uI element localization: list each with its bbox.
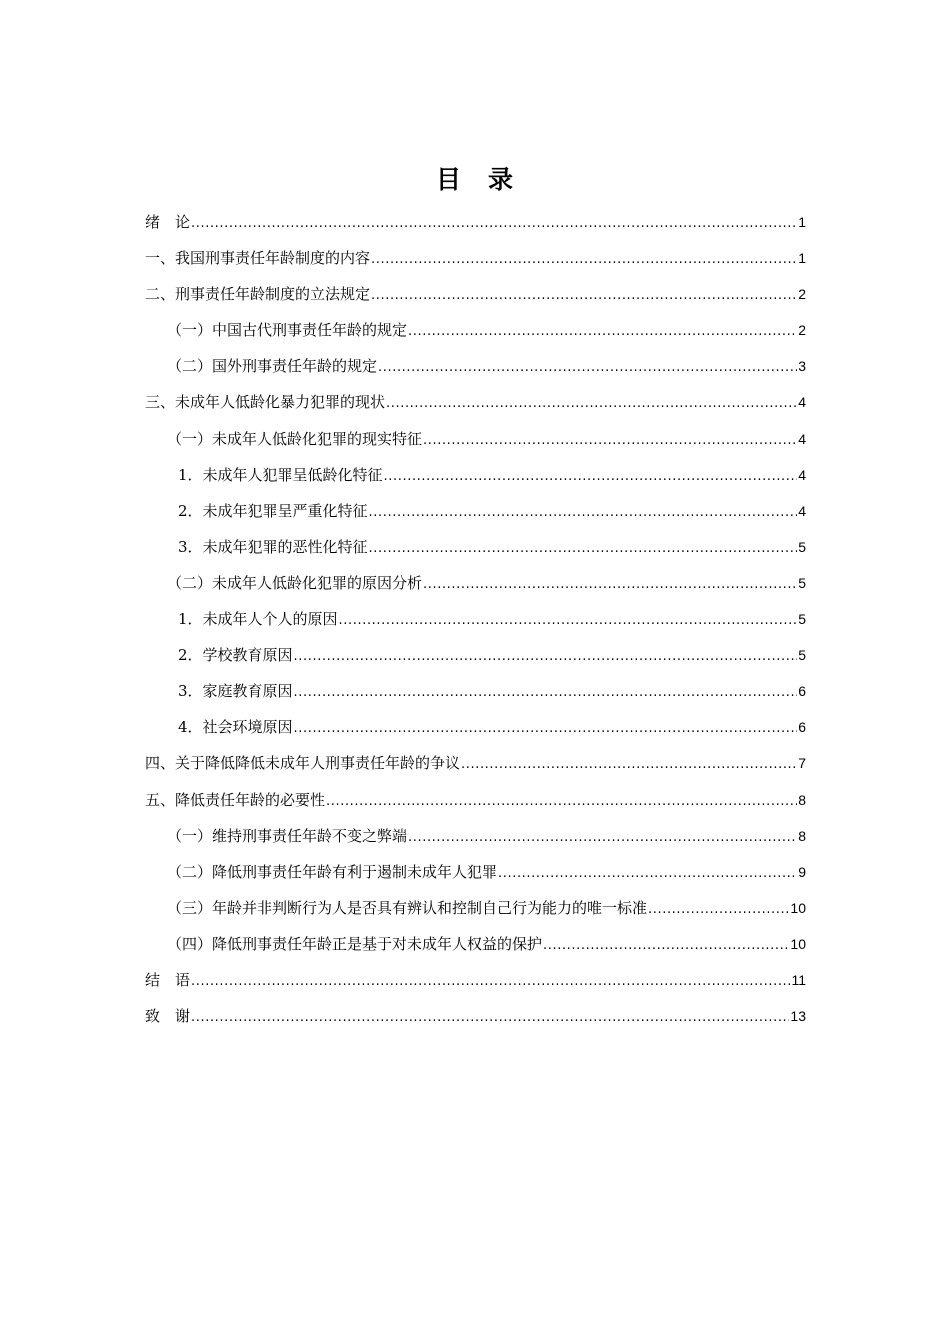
toc-entry-title: （一）维持刑事责任年龄不变之弊端 [167, 826, 408, 845]
toc-entry[interactable] [145, 890, 806, 926]
dot-leader [408, 314, 797, 350]
dot-leader [191, 964, 790, 1000]
toc-entry-page-number: 5 [798, 574, 806, 591]
dot-leader [378, 350, 797, 386]
toc-entry-page-number: 1 [798, 214, 806, 230]
toc-entry[interactable] [145, 348, 806, 384]
toc-entry-title: 致 谢 [145, 1007, 191, 1026]
toc-entry-page-number: 7 [798, 755, 806, 772]
dot-leader [423, 567, 797, 603]
toc-entry[interactable] [145, 854, 806, 890]
toc-entry-title: 五、降低责任年龄的必要性 [145, 790, 326, 809]
toc-title: 目 录 [435, 165, 514, 194]
toc-entry-page-number: 8 [798, 827, 806, 844]
toc-entry-page-number: 4 [798, 502, 806, 519]
toc-entry[interactable] [145, 204, 806, 240]
toc-entry-page-number: 2 [798, 322, 806, 339]
dot-leader [423, 423, 797, 459]
toc-entry-page-number: 5 [798, 538, 806, 555]
toc-entry[interactable] [145, 240, 806, 276]
toc-entry[interactable] [145, 493, 806, 529]
toc-entry[interactable] [145, 601, 806, 637]
toc-entry-title: （三）年龄并非判断行为人是否具有辨认和控制自己行为能力的唯一标准 [167, 898, 648, 917]
toc-entry-page-number: 5 [798, 647, 806, 664]
toc-entry-title: （一）未成年人低龄化犯罪的现实特征 [167, 429, 423, 448]
toc-entry[interactable] [145, 709, 806, 745]
toc-entry[interactable] [145, 565, 806, 601]
toc-entry-title: （四）降低刑事责任年龄正是基于对未成年人权益的保护 [167, 934, 543, 953]
toc-entry-title: 四、关于降低降低未成年人刑事责任年龄的争议 [145, 754, 461, 773]
toc-entry-title: 1．未成年人个人的原因 [178, 610, 338, 629]
dot-leader [339, 603, 798, 639]
dot-leader [543, 928, 789, 964]
toc-entry-title: 一、我国刑事责任年龄制度的内容 [145, 249, 371, 268]
toc-entry[interactable] [145, 745, 806, 781]
toc-entry-title: 3．家庭教育原因 [178, 682, 293, 701]
dot-leader [371, 278, 797, 314]
toc-entry-title: 3．未成年犯罪的恶性化特征 [178, 537, 368, 556]
toc-entry-title: （二）未成年人低龄化犯罪的原因分析 [167, 573, 423, 592]
toc-entry-page-number: 13 [790, 1008, 806, 1025]
dot-leader [294, 639, 798, 675]
dot-leader [369, 495, 798, 531]
toc-entry-page-number: 4 [798, 430, 806, 447]
toc-entry-title: 4．社会环境原因 [178, 718, 293, 737]
toc-entry[interactable] [145, 529, 806, 565]
toc-entry-title: 绪 论 [145, 213, 191, 231]
dot-leader [384, 459, 798, 495]
dot-leader [386, 386, 797, 422]
dot-leader [294, 675, 798, 711]
toc-entry-page-number: 11 [791, 971, 806, 988]
dot-leader [191, 1000, 789, 1036]
toc-entry-title: 2．学校教育原因 [178, 646, 293, 665]
toc-entry[interactable] [145, 673, 806, 709]
dot-leader [326, 784, 797, 820]
toc-entry-page-number: 6 [798, 683, 806, 700]
toc-entry-page-number: 9 [798, 863, 806, 880]
toc-entry[interactable] [145, 782, 806, 818]
dot-leader [371, 242, 797, 278]
toc-entry[interactable] [145, 818, 806, 854]
dot-leader [294, 711, 798, 747]
dot-leader [498, 856, 797, 892]
toc-entry-title: 2．未成年犯罪呈严重化特征 [178, 501, 368, 520]
toc-entry-title: （二）国外刑事责任年龄的规定 [167, 357, 378, 376]
dot-leader [408, 820, 797, 856]
dot-leader [461, 747, 797, 783]
toc-entry-title: 三、未成年人低龄化暴力犯罪的现状 [145, 393, 386, 412]
dot-leader [191, 206, 797, 242]
toc-entry[interactable] [145, 637, 806, 673]
toc-entry-page-number: 10 [790, 899, 806, 916]
toc-entry-page-number: 3 [798, 358, 806, 375]
toc-entry[interactable] [145, 457, 806, 493]
toc-entry-page-number: 8 [798, 791, 806, 808]
toc-entry-page-number: 4 [798, 466, 806, 483]
toc-entry-page-number: 4 [798, 394, 806, 411]
toc-entry[interactable] [145, 998, 806, 1034]
toc-entry-title: 二、刑事责任年龄制度的立法规定 [145, 285, 371, 304]
toc-entry[interactable] [145, 312, 806, 348]
dot-leader [369, 531, 798, 567]
toc-entry-title: 结 语 [145, 970, 191, 989]
toc-entry[interactable] [145, 926, 806, 962]
toc-entry-title: 1．未成年人犯罪呈低龄化特征 [178, 465, 383, 484]
toc-entry[interactable] [145, 276, 806, 312]
toc-entry-page-number: 6 [798, 719, 806, 736]
toc-entry-title: （一）中国古代刑事责任年龄的规定 [167, 321, 408, 340]
toc-entry[interactable] [145, 421, 806, 457]
toc-entry-page-number: 2 [798, 286, 806, 303]
table-of-contents [145, 204, 806, 1034]
toc-entry-page-number: 10 [790, 935, 806, 952]
dot-leader [648, 892, 789, 928]
toc-entry-title: （二）降低刑事责任年龄有利于遏制未成年人犯罪 [167, 862, 498, 881]
toc-entry-page-number: 1 [798, 250, 806, 267]
toc-entry[interactable] [145, 384, 806, 420]
toc-entry-page-number: 5 [798, 611, 806, 628]
toc-entry[interactable] [145, 962, 806, 998]
